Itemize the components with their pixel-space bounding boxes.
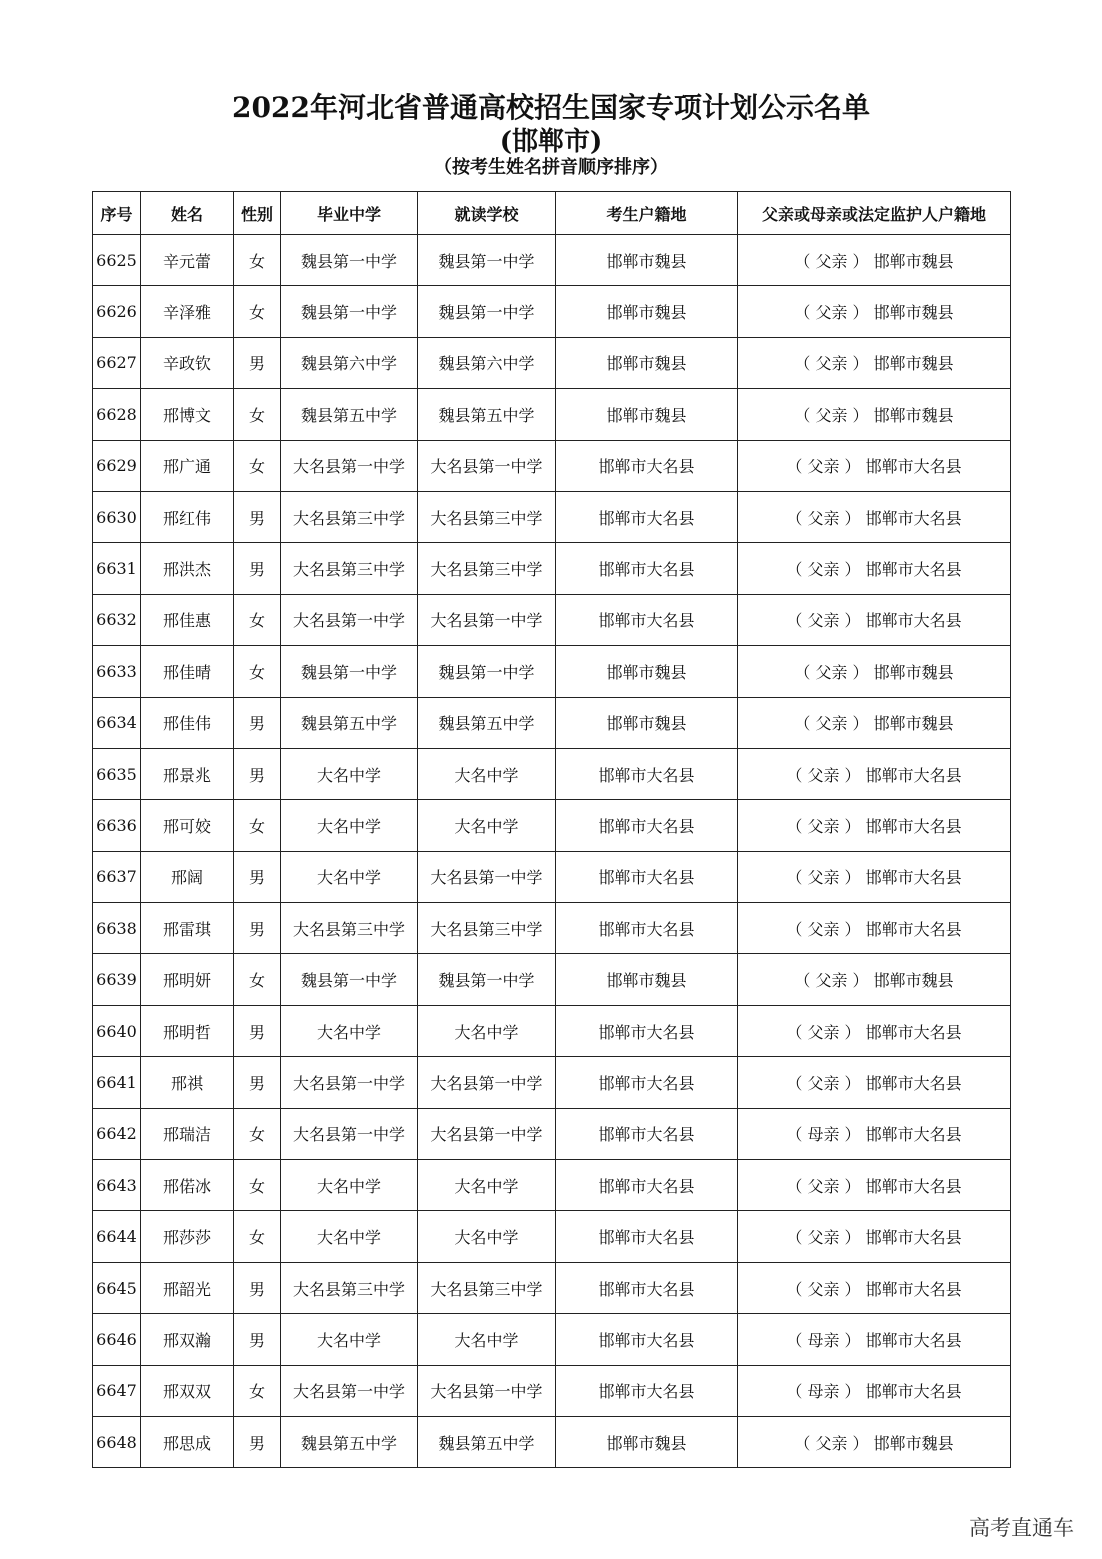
cell-gender: 女 [234, 1211, 281, 1262]
cell-graduated-school: 魏县第六中学 [281, 337, 418, 388]
cell-name: 邢明哲 [141, 1005, 234, 1056]
cell-student-hukou: 邯郸市魏县 [556, 697, 738, 748]
cell-guardian-hukou: （ 父亲 ） 邯郸市大名县 [738, 1057, 1011, 1108]
table-row [93, 697, 1011, 748]
cell-current-school: 大名县第一中学 [418, 1057, 556, 1108]
cell-index: 6644 [93, 1211, 141, 1262]
table-row [93, 1108, 1011, 1159]
cell-student-hukou: 邯郸市大名县 [556, 903, 738, 954]
cell-student-hukou: 邯郸市大名县 [556, 851, 738, 902]
table-row [93, 1211, 1011, 1262]
table-row [93, 1416, 1011, 1467]
cell-index: 6629 [93, 440, 141, 491]
table-row [93, 748, 1011, 799]
cell-student-hukou: 邯郸市大名县 [556, 1108, 738, 1159]
cell-guardian-hukou: （ 父亲 ） 邯郸市大名县 [738, 1262, 1011, 1313]
cell-index: 6636 [93, 800, 141, 851]
cell-name: 邢景兆 [141, 748, 234, 799]
cell-guardian-hukou: （ 父亲 ） 邯郸市大名县 [738, 851, 1011, 902]
cell-name: 邢博文 [141, 389, 234, 440]
cell-current-school: 大名县第三中学 [418, 1262, 556, 1313]
cell-gender: 男 [234, 1416, 281, 1467]
cell-name: 邢阔 [141, 851, 234, 902]
cell-graduated-school: 大名中学 [281, 800, 418, 851]
table-row [93, 1365, 1011, 1416]
cell-gender: 男 [234, 1005, 281, 1056]
table-row [93, 851, 1011, 902]
cell-gender: 女 [234, 1160, 281, 1211]
cell-index: 6640 [93, 1005, 141, 1056]
cell-current-school: 大名县第三中学 [418, 903, 556, 954]
cell-gender: 男 [234, 1314, 281, 1365]
cell-guardian-hukou: （ 父亲 ） 邯郸市大名县 [738, 748, 1011, 799]
cell-current-school: 大名县第一中学 [418, 1365, 556, 1416]
cell-graduated-school: 大名县第三中学 [281, 491, 418, 542]
cell-student-hukou: 邯郸市大名县 [556, 1160, 738, 1211]
cell-guardian-hukou: （ 父亲 ） 邯郸市大名县 [738, 543, 1011, 594]
cell-student-hukou: 邯郸市魏县 [556, 235, 738, 286]
cell-gender: 男 [234, 543, 281, 594]
cell-guardian-hukou: （ 父亲 ） 邯郸市魏县 [738, 337, 1011, 388]
table-row [93, 1262, 1011, 1313]
cell-name: 邢佳伟 [141, 697, 234, 748]
table-row [93, 286, 1011, 337]
cell-name: 邢韶光 [141, 1262, 234, 1313]
cell-graduated-school: 魏县第一中学 [281, 646, 418, 697]
cell-graduated-school: 魏县第一中学 [281, 235, 418, 286]
cell-current-school: 大名县第一中学 [418, 440, 556, 491]
cell-name: 辛泽雅 [141, 286, 234, 337]
cell-graduated-school: 大名县第一中学 [281, 594, 418, 645]
table-row [93, 1160, 1011, 1211]
column-header-graduated-school: 毕业中学 [281, 192, 418, 235]
table-row [93, 491, 1011, 542]
cell-gender: 男 [234, 1262, 281, 1313]
cell-student-hukou: 邯郸市大名县 [556, 800, 738, 851]
cell-index: 6638 [93, 903, 141, 954]
cell-index: 6646 [93, 1314, 141, 1365]
table-row [93, 1057, 1011, 1108]
table-row [93, 594, 1011, 645]
cell-graduated-school: 魏县第五中学 [281, 389, 418, 440]
cell-index: 6647 [93, 1365, 141, 1416]
cell-current-school: 魏县第五中学 [418, 389, 556, 440]
cell-gender: 女 [234, 286, 281, 337]
cell-graduated-school: 大名中学 [281, 1314, 418, 1365]
table-row [93, 646, 1011, 697]
cell-name: 邢洪杰 [141, 543, 234, 594]
cell-guardian-hukou: （ 父亲 ） 邯郸市魏县 [738, 954, 1011, 1005]
cell-name: 辛元蕾 [141, 235, 234, 286]
cell-guardian-hukou: （ 父亲 ） 邯郸市魏县 [738, 646, 1011, 697]
cell-index: 6637 [93, 851, 141, 902]
cell-guardian-hukou: （ 父亲 ） 邯郸市大名县 [738, 800, 1011, 851]
cell-gender: 女 [234, 646, 281, 697]
cell-current-school: 魏县第一中学 [418, 646, 556, 697]
cell-graduated-school: 大名县第一中学 [281, 1057, 418, 1108]
cell-name: 邢红伟 [141, 491, 234, 542]
cell-current-school: 大名中学 [418, 748, 556, 799]
table-row [93, 337, 1011, 388]
cell-gender: 男 [234, 1057, 281, 1108]
table-header [93, 192, 1011, 235]
cell-index: 6635 [93, 748, 141, 799]
sort-note: （按考生姓名拼音顺序排序） [434, 157, 668, 178]
cell-student-hukou: 邯郸市大名县 [556, 1005, 738, 1056]
cell-name: 邢佳惠 [141, 594, 234, 645]
watermark: 高考直通车 [969, 1516, 1074, 1540]
cell-graduated-school: 大名县第三中学 [281, 1262, 418, 1313]
cell-graduated-school: 大名中学 [281, 1160, 418, 1211]
cell-current-school: 魏县第五中学 [418, 697, 556, 748]
cell-student-hukou: 邯郸市魏县 [556, 389, 738, 440]
cell-guardian-hukou: （ 父亲 ） 邯郸市魏县 [738, 235, 1011, 286]
cell-gender: 男 [234, 851, 281, 902]
cell-student-hukou: 邯郸市大名县 [556, 594, 738, 645]
cell-guardian-hukou: （ 父亲 ） 邯郸市大名县 [738, 594, 1011, 645]
cell-student-hukou: 邯郸市魏县 [556, 646, 738, 697]
cell-gender: 女 [234, 594, 281, 645]
cell-gender: 男 [234, 697, 281, 748]
cell-name: 邢偌冰 [141, 1160, 234, 1211]
cell-index: 6641 [93, 1057, 141, 1108]
cell-current-school: 大名县第一中学 [418, 594, 556, 645]
cell-graduated-school: 魏县第一中学 [281, 286, 418, 337]
cell-guardian-hukou: （ 父亲 ） 邯郸市大名县 [738, 1160, 1011, 1211]
cell-current-school: 大名中学 [418, 800, 556, 851]
cell-index: 6645 [93, 1262, 141, 1313]
cell-name: 邢双双 [141, 1365, 234, 1416]
cell-graduated-school: 魏县第一中学 [281, 954, 418, 1005]
header-row [93, 192, 1011, 235]
cell-student-hukou: 邯郸市大名县 [556, 491, 738, 542]
cell-graduated-school: 大名县第一中学 [281, 440, 418, 491]
table-row [93, 235, 1011, 286]
table-row [93, 800, 1011, 851]
cell-guardian-hukou: （ 父亲 ） 邯郸市魏县 [738, 286, 1011, 337]
roster-table [92, 191, 1011, 1468]
cell-student-hukou: 邯郸市魏县 [556, 1416, 738, 1467]
cell-student-hukou: 邯郸市大名县 [556, 1211, 738, 1262]
column-header-guardian-hukou: 父亲或母亲或法定监护人户籍地 [738, 192, 1011, 235]
table-row [93, 389, 1011, 440]
cell-name: 邢瑞洁 [141, 1108, 234, 1159]
cell-current-school: 大名中学 [418, 1160, 556, 1211]
cell-current-school: 大名县第三中学 [418, 491, 556, 542]
cell-guardian-hukou: （ 父亲 ） 邯郸市魏县 [738, 389, 1011, 440]
cell-guardian-hukou: （ 父亲 ） 邯郸市魏县 [738, 697, 1011, 748]
cell-index: 6628 [93, 389, 141, 440]
cell-name: 邢明妍 [141, 954, 234, 1005]
cell-student-hukou: 邯郸市魏县 [556, 286, 738, 337]
table-body [93, 235, 1011, 1468]
cell-index: 6625 [93, 235, 141, 286]
cell-name: 邢思成 [141, 1416, 234, 1467]
cell-name: 邢祺 [141, 1057, 234, 1108]
cell-current-school: 魏县第五中学 [418, 1416, 556, 1467]
cell-gender: 女 [234, 235, 281, 286]
table-row [93, 440, 1011, 491]
table-row [93, 1005, 1011, 1056]
cell-graduated-school: 大名县第三中学 [281, 543, 418, 594]
cell-index: 6630 [93, 491, 141, 542]
cell-index: 6632 [93, 594, 141, 645]
cell-current-school: 大名中学 [418, 1314, 556, 1365]
cell-student-hukou: 邯郸市大名县 [556, 1314, 738, 1365]
cell-guardian-hukou: （ 父亲 ） 邯郸市大名县 [738, 1211, 1011, 1262]
cell-index: 6639 [93, 954, 141, 1005]
cell-current-school: 魏县第一中学 [418, 954, 556, 1005]
cell-student-hukou: 邯郸市魏县 [556, 954, 738, 1005]
cell-gender: 男 [234, 337, 281, 388]
cell-student-hukou: 邯郸市大名县 [556, 543, 738, 594]
cell-current-school: 魏县第一中学 [418, 235, 556, 286]
table-row [93, 954, 1011, 1005]
page-title: 2022年河北省普通高校招生国家专项计划公示名单 [232, 91, 870, 124]
cell-student-hukou: 邯郸市大名县 [556, 1057, 738, 1108]
cell-name: 邢广通 [141, 440, 234, 491]
cell-name: 邢双瀚 [141, 1314, 234, 1365]
cell-guardian-hukou: （ 母亲 ） 邯郸市大名县 [738, 1314, 1011, 1365]
cell-index: 6648 [93, 1416, 141, 1467]
cell-index: 6633 [93, 646, 141, 697]
cell-current-school: 大名县第一中学 [418, 851, 556, 902]
cell-guardian-hukou: （ 父亲 ） 邯郸市魏县 [738, 1416, 1011, 1467]
cell-student-hukou: 邯郸市大名县 [556, 440, 738, 491]
cell-graduated-school: 大名县第一中学 [281, 1108, 418, 1159]
cell-current-school: 魏县第一中学 [418, 286, 556, 337]
cell-student-hukou: 邯郸市大名县 [556, 1365, 738, 1416]
table-row [93, 543, 1011, 594]
cell-guardian-hukou: （ 父亲 ） 邯郸市大名县 [738, 440, 1011, 491]
cell-name: 邢可姣 [141, 800, 234, 851]
column-header-index: 序号 [93, 192, 141, 235]
cell-current-school: 大名县第三中学 [418, 543, 556, 594]
cell-guardian-hukou: （ 母亲 ） 邯郸市大名县 [738, 1108, 1011, 1159]
cell-gender: 男 [234, 748, 281, 799]
cell-name: 辛政钦 [141, 337, 234, 388]
cell-index: 6631 [93, 543, 141, 594]
cell-guardian-hukou: （ 父亲 ） 邯郸市大名县 [738, 1005, 1011, 1056]
column-header-name: 姓名 [141, 192, 234, 235]
cell-index: 6626 [93, 286, 141, 337]
column-header-gender: 性别 [234, 192, 281, 235]
cell-name: 邢佳晴 [141, 646, 234, 697]
cell-current-school: 大名县第一中学 [418, 1108, 556, 1159]
cell-index: 6634 [93, 697, 141, 748]
cell-gender: 女 [234, 1365, 281, 1416]
column-header-student-hukou: 考生户籍地 [556, 192, 738, 235]
cell-gender: 女 [234, 954, 281, 1005]
cell-student-hukou: 邯郸市魏县 [556, 337, 738, 388]
cell-graduated-school: 大名中学 [281, 851, 418, 902]
cell-graduated-school: 大名中学 [281, 748, 418, 799]
cell-gender: 男 [234, 491, 281, 542]
cell-guardian-hukou: （ 父亲 ） 邯郸市大名县 [738, 903, 1011, 954]
cell-index: 6627 [93, 337, 141, 388]
cell-current-school: 魏县第六中学 [418, 337, 556, 388]
cell-gender: 女 [234, 389, 281, 440]
cell-gender: 女 [234, 1108, 281, 1159]
cell-student-hukou: 邯郸市大名县 [556, 1262, 738, 1313]
cell-student-hukou: 邯郸市大名县 [556, 748, 738, 799]
cell-graduated-school: 大名中学 [281, 1005, 418, 1056]
cell-name: 邢莎莎 [141, 1211, 234, 1262]
cell-current-school: 大名中学 [418, 1211, 556, 1262]
cell-graduated-school: 大名县第一中学 [281, 1365, 418, 1416]
table-row [93, 903, 1011, 954]
column-header-current-school: 就读学校 [418, 192, 556, 235]
cell-index: 6642 [93, 1108, 141, 1159]
cell-gender: 男 [234, 903, 281, 954]
page-subtitle-city: (邯郸市) [499, 127, 603, 157]
cell-graduated-school: 大名县第三中学 [281, 903, 418, 954]
cell-graduated-school: 魏县第五中学 [281, 697, 418, 748]
cell-gender: 女 [234, 440, 281, 491]
cell-name: 邢雷琪 [141, 903, 234, 954]
cell-gender: 女 [234, 800, 281, 851]
cell-guardian-hukou: （ 父亲 ） 邯郸市大名县 [738, 491, 1011, 542]
cell-graduated-school: 大名中学 [281, 1211, 418, 1262]
cell-index: 6643 [93, 1160, 141, 1211]
cell-guardian-hukou: （ 母亲 ） 邯郸市大名县 [738, 1365, 1011, 1416]
table-row [93, 1314, 1011, 1365]
cell-graduated-school: 魏县第五中学 [281, 1416, 418, 1467]
cell-current-school: 大名中学 [418, 1005, 556, 1056]
